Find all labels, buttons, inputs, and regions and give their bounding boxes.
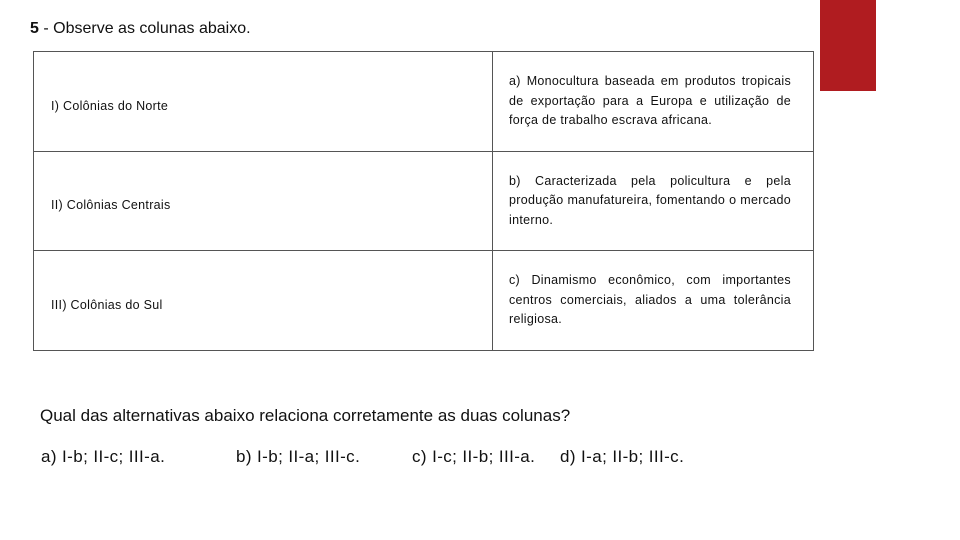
left-column-cell <box>34 151 493 251</box>
table-row <box>34 251 814 351</box>
right-column-cell: c) Dinamismo econômico, com importantes centros comerciais, aliados a uma tolerância religiosa. <box>493 251 814 351</box>
right-column-cell: a) Monocultura baseada em produtos tropicais de exportação para a Europa e utilização de força de trabalho escrava africana. <box>493 52 814 152</box>
question-title <box>30 20 251 38</box>
accent-bar <box>820 0 876 91</box>
table-row <box>34 151 814 251</box>
left-column-text: II) Colônias Centrais <box>51 198 171 213</box>
columns-table <box>33 51 814 351</box>
option-b[interactable]: b) I-b; II-a; III-c. <box>236 447 361 466</box>
option-a[interactable]: a) I-b; II-c; III-a. <box>41 447 166 466</box>
option-c[interactable]: c) I-c; II-b; III-a. <box>412 447 536 466</box>
left-column-text: III) Colônias do Sul <box>51 297 163 312</box>
question-number: 5 <box>30 20 39 37</box>
question-prompt: Qual das alternativas abaixo relaciona corretamente as duas colunas? <box>40 406 571 425</box>
option-d[interactable]: d) I-a; II-b; III-c. <box>560 447 685 466</box>
table-row <box>34 52 814 152</box>
right-column-cell: b) Caracterizada pela policultura e pela produção manufatureira, fomentando o mercado interno. <box>493 151 814 251</box>
left-column-text: I) Colônias do Norte <box>51 98 169 113</box>
left-column-cell <box>34 251 493 351</box>
question-text: Observe as colunas abaixo. <box>53 20 251 37</box>
left-column-cell <box>34 52 493 152</box>
question-separator: - <box>38 20 54 37</box>
